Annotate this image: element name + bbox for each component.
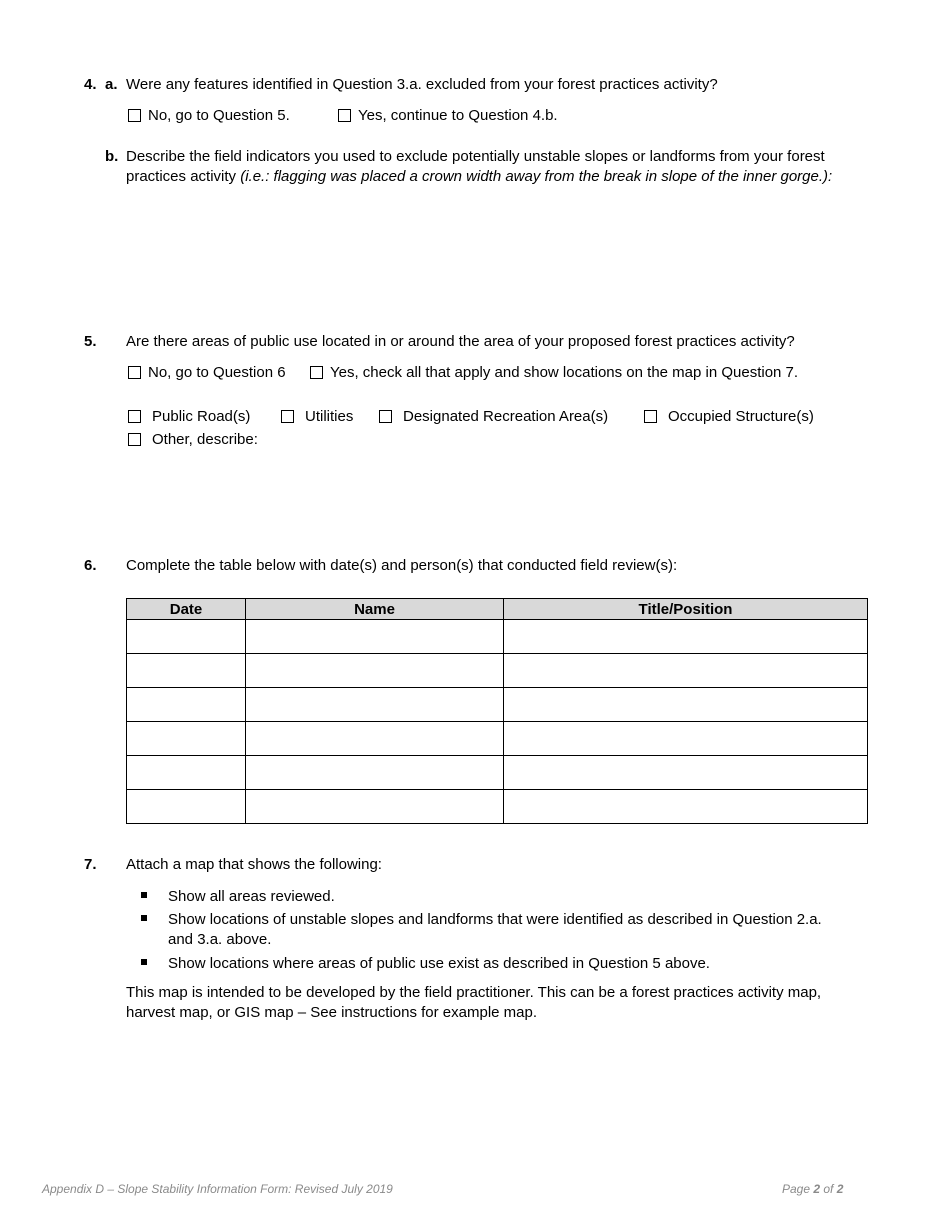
bullet-item-unstable-slopes: Show locations of unstable slopes and landforms that were identified as described in Question 2.a. <box>168 911 822 928</box>
recreation-area-label: Designated Recreation Area(s) <box>403 408 609 425</box>
page-of: of <box>820 1182 837 1196</box>
q5-no-checkbox[interactable] <box>128 366 141 379</box>
map-note-line2: harvest map, or GIS map – See instructions for example map. <box>126 1004 538 1021</box>
date-cell[interactable] <box>127 756 246 790</box>
page-current: 2 <box>813 1182 821 1196</box>
q5-yes-checkbox[interactable] <box>310 366 323 379</box>
title-position-cell[interactable] <box>504 756 868 790</box>
page-total: 2 <box>836 1182 844 1196</box>
date-cell[interactable] <box>127 790 246 824</box>
q4b-question-example: (i.e.: flagging was placed a crown width away from the break in slope of the inner gorge.): <box>240 168 833 185</box>
q6-question-text: Complete the table below with date(s) and person(s) that conducted field review(s): <box>126 557 678 574</box>
q4a-no-label: No, go to Question 5. <box>148 107 290 124</box>
page-prefix: Page <box>782 1182 814 1196</box>
q4-number: 4. <box>84 76 97 93</box>
name-cell[interactable] <box>246 722 504 756</box>
name-cell[interactable] <box>246 790 504 824</box>
map-note-line1: This map is intended to be developed by the field practitioner. This can be a forest practices activity map, <box>126 984 822 1001</box>
q5-number: 5. <box>84 333 97 350</box>
q4b-answer-area[interactable] <box>126 192 866 322</box>
q4a-no-checkbox[interactable] <box>128 109 141 122</box>
footer-page-number <box>782 1182 843 1196</box>
utilities-checkbox[interactable] <box>281 410 294 423</box>
table-header-row <box>127 599 868 620</box>
utilities-label: Utilities <box>305 408 354 425</box>
q5-yes-label: Yes, check all that apply and show locations on the map in Question 7. <box>330 364 799 381</box>
recreation-area-checkbox[interactable] <box>379 410 392 423</box>
public-road-label: Public Road(s) <box>152 408 251 425</box>
q4b-question-plain: practices activity <box>126 168 241 185</box>
bullet-icon <box>141 915 147 921</box>
bullet-item-areas-reviewed: Show all areas reviewed. <box>168 888 335 905</box>
table-row <box>127 688 868 722</box>
other-checkbox[interactable] <box>128 433 141 446</box>
q4a-letter: a. <box>105 76 118 93</box>
date-column-header: Date <box>127 599 246 620</box>
q4a-yes-checkbox[interactable] <box>338 109 351 122</box>
occupied-structure-checkbox[interactable] <box>644 410 657 423</box>
q6-number: 6. <box>84 557 97 574</box>
q4b-letter: b. <box>105 148 119 165</box>
field-review-table <box>126 598 868 824</box>
bullet-icon <box>141 892 147 898</box>
bullet-item-unstable-slopes-cont: and 3.a. above. <box>168 931 272 948</box>
bullet-item-public-use: Show locations where areas of public use exist as described in Question 5 above. <box>168 955 710 972</box>
q4a-yes-label: Yes, continue to Question 4.b. <box>358 107 558 124</box>
date-cell[interactable] <box>127 620 246 654</box>
title-position-cell[interactable] <box>504 620 868 654</box>
table-row <box>127 722 868 756</box>
table-row <box>127 654 868 688</box>
table-row <box>127 790 868 824</box>
date-cell[interactable] <box>127 722 246 756</box>
table-row <box>127 620 868 654</box>
title-position-cell[interactable] <box>504 654 868 688</box>
q4b-question-line1: Describe the field indicators you used to exclude potentially unstable slopes or landforms from your forest <box>126 148 825 165</box>
q4b-question-line2 <box>126 168 832 186</box>
q4a-question-text: Were any features identified in Question 3.a. excluded from your forest practices activity? <box>126 76 718 93</box>
q5-no-label: No, go to Question 6 <box>148 364 286 381</box>
name-cell[interactable] <box>246 620 504 654</box>
q7-question-text: Attach a map that shows the following: <box>126 856 382 873</box>
table-row <box>127 756 868 790</box>
date-cell[interactable] <box>127 688 246 722</box>
date-cell[interactable] <box>127 654 246 688</box>
other-label: Other, describe: <box>152 431 258 448</box>
title-position-cell[interactable] <box>504 688 868 722</box>
name-cell[interactable] <box>246 654 504 688</box>
public-road-checkbox[interactable] <box>128 410 141 423</box>
q5-question-text: Are there areas of public use located in or around the area of your proposed forest practices activity? <box>126 333 795 350</box>
title-position-cell[interactable] <box>504 790 868 824</box>
title-position-cell[interactable] <box>504 722 868 756</box>
bullet-icon <box>141 959 147 965</box>
occupied-structure-label: Occupied Structure(s) <box>668 408 814 425</box>
other-describe-area[interactable] <box>270 430 866 530</box>
name-cell[interactable] <box>246 688 504 722</box>
footer-form-title: Appendix D – Slope Stability Information Form: Revised July 2019 <box>42 1182 393 1196</box>
title-position-column-header: Title/Position <box>504 599 868 620</box>
q7-number: 7. <box>84 856 97 873</box>
name-cell[interactable] <box>246 756 504 790</box>
name-column-header: Name <box>246 599 504 620</box>
